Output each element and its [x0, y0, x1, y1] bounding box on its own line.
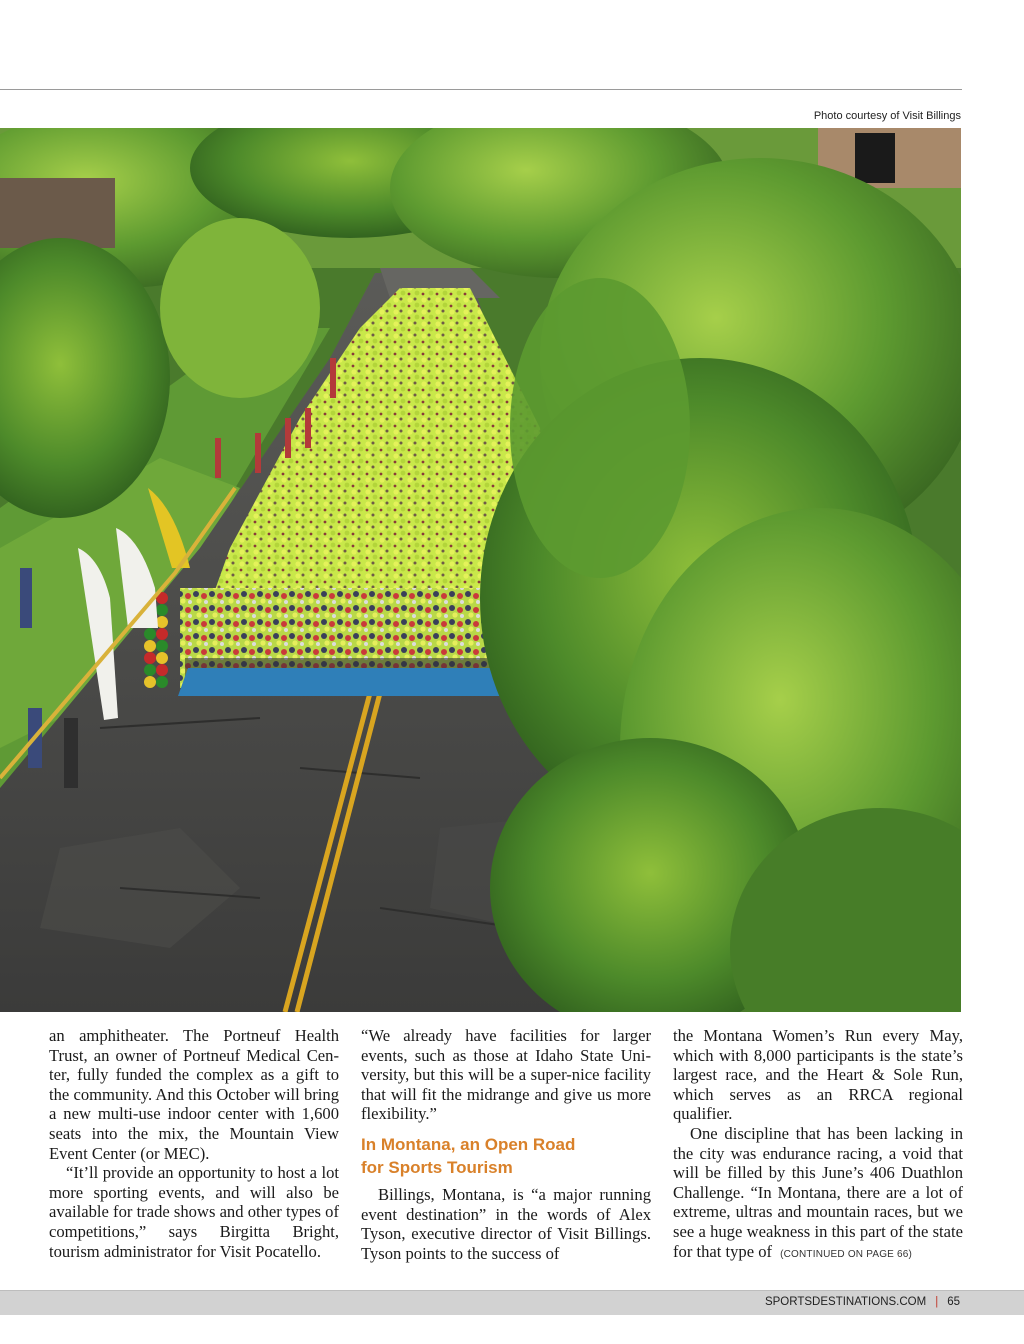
paragraph: the Montana Women’s Run every May, which with 8,000 participants is the state’s largest race, and the Heart & Sole Run, which serves as an RRCA regional qualifier. — [673, 1026, 963, 1124]
subhead-line-2: for Sports Tourism — [361, 1157, 513, 1177]
race-start-photo — [0, 128, 961, 1012]
article-column-1 — [49, 1026, 339, 1261]
subhead-line-1: In Montana, an Open Road — [361, 1134, 576, 1154]
footer — [765, 1296, 960, 1308]
section-subhead — [361, 1133, 651, 1179]
footer-separator: | — [935, 1296, 939, 1308]
footer-site: SPORTSDESTINATIONS.COM — [764, 1296, 927, 1308]
photo-credit: Photo courtesy of Visit Billings — [813, 110, 961, 122]
article-column-3 — [673, 1026, 963, 1264]
paragraph — [673, 1124, 963, 1264]
paragraph: “It’ll provide an opportunity to host a lot more sporting events, and will also be available for trade shows and other types of competitions,” says Birgitta Bright, tourism administrator for Visit Pocatello. — [49, 1163, 339, 1261]
race-photo-illustration — [0, 128, 961, 1012]
paragraph-text: One discipline that has been lacking in the city was endurance racing, a void that will be filled by this June’s 406 Duathlon Challenge. “In Montana, there are a lot of extreme, ultras and mountain races, but we see a huge weakness in this part of the state for that type of — [673, 1123, 963, 1261]
top-rule — [0, 89, 962, 90]
article-column-2 — [361, 1026, 651, 1263]
page-number: 65 — [947, 1296, 960, 1308]
continued-note: (CONTINUED ON PAGE 66) — [780, 1248, 913, 1260]
paragraph: an amphitheater. The Portneuf Health Trust, an owner of Portneuf Medical Center, fully funded the complex as a gift to the community. And this October will bring a new multi-use indoor center with 1,600 seats into the mix, the Mountain View Event Center (or MEC). — [49, 1026, 339, 1163]
paragraph: “We already have facilities for larger events, such as those at Idaho State University, but this will be a super-nice facility that will fit the midrange and give us more flexibility.” — [361, 1026, 651, 1124]
paragraph: Billings, Montana, is “a major running event destination” in the words of Alex Tyson, executive director of Visit Billings. Tyson points to the success of — [361, 1184, 651, 1263]
